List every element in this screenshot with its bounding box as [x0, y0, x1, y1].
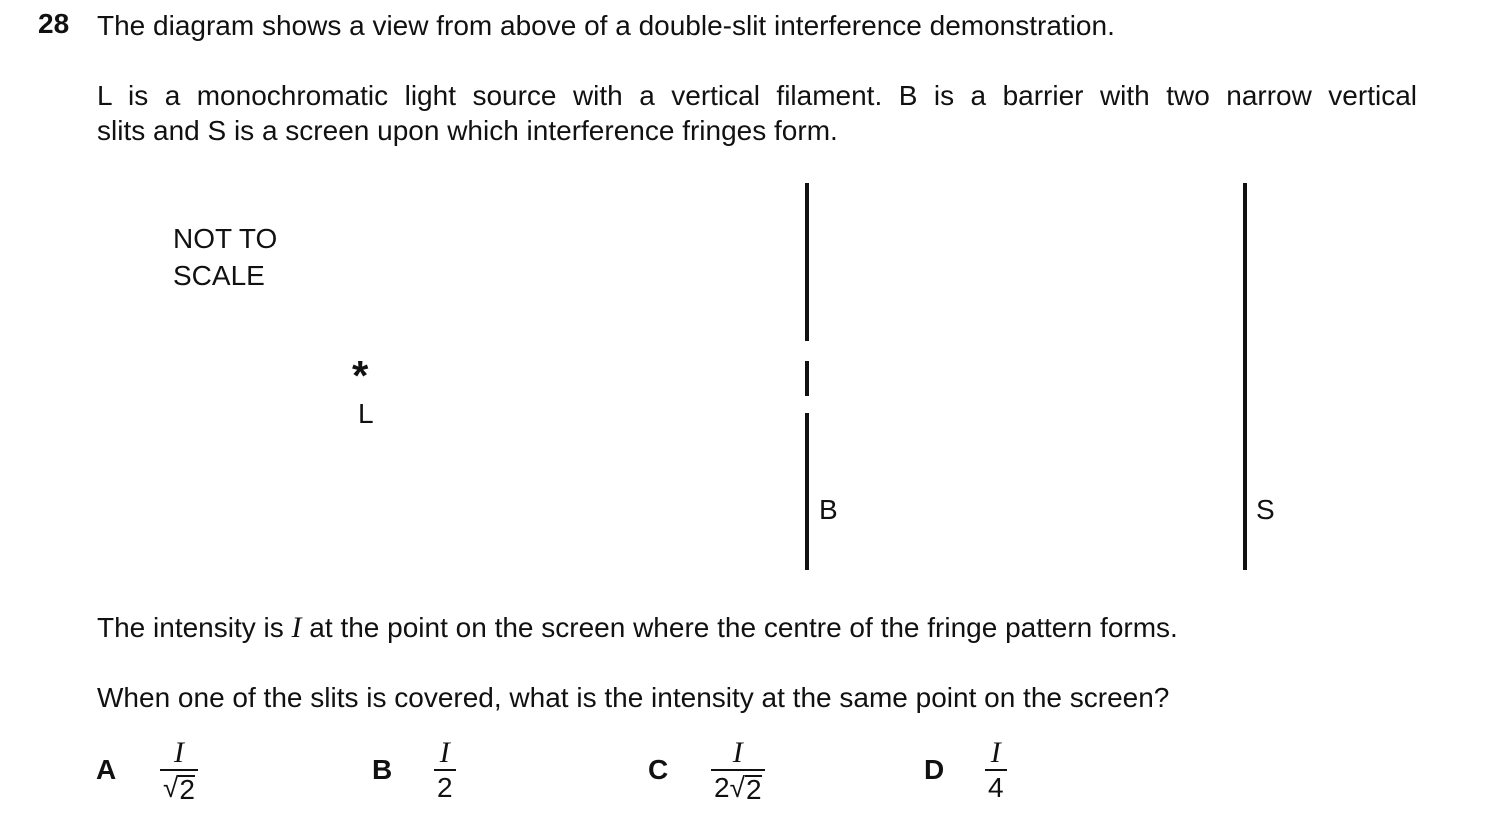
option-a-denominator — [160, 769, 198, 803]
option-c-radicand: 2 — [745, 774, 762, 805]
screen — [1243, 183, 1247, 570]
question-intro — [97, 78, 1417, 148]
option-a-sqrt — [163, 773, 195, 803]
option-b-letter[interactable]: B — [372, 754, 393, 785]
option-d-denominator: 4 — [985, 769, 1007, 803]
sqrt-icon: √ — [163, 772, 179, 803]
not-to-scale-note — [173, 220, 277, 294]
option-c-sqrt — [730, 773, 762, 803]
option-d-letter[interactable]: D — [924, 754, 945, 785]
barrier-label: B — [819, 494, 838, 525]
option-c-denominator — [711, 769, 765, 803]
option-d-fraction[interactable] — [985, 738, 1007, 803]
question-prompt: When one of the slits is covered, what is the intensity at the same point on the screen? — [97, 682, 1170, 713]
option-c-letter[interactable]: C — [648, 754, 669, 785]
option-a-letter[interactable]: A — [96, 754, 117, 785]
screen-label: S — [1256, 494, 1275, 525]
question-stem: The diagram shows a view from above of a double-slit interference demonstration. — [97, 10, 1115, 41]
barrier-segment-top — [805, 183, 809, 341]
not-to-scale-line-2: SCALE — [173, 260, 265, 291]
option-a-fraction[interactable] — [160, 738, 198, 803]
option-c-fraction[interactable] — [711, 738, 765, 803]
light-source-icon: * — [352, 352, 369, 399]
option-a-numerator: I — [173, 736, 184, 769]
source-label: L — [358, 398, 374, 429]
option-a-radicand: 2 — [179, 774, 195, 805]
option-c-coefficient: 2 — [714, 772, 730, 803]
barrier-segment-middle — [805, 361, 809, 396]
option-d-numerator: I — [990, 736, 1001, 769]
intensity-statement — [97, 610, 1178, 645]
intensity-text-after: at the point on the screen where the centre of the fringe pattern forms. — [301, 612, 1178, 643]
option-c-numerator: I — [732, 736, 743, 769]
option-b-fraction[interactable] — [434, 738, 456, 803]
option-b-numerator: I — [439, 736, 450, 769]
intro-line-2: slits and S is a screen upon which interference fringes form. — [97, 115, 838, 146]
not-to-scale-line-1: NOT TO — [173, 223, 278, 254]
intro-line-1: L is a monochromatic light source with a vertical filament. B is a barrier with two narrow vertical — [97, 80, 1417, 111]
intensity-text-before: The intensity is — [97, 612, 292, 643]
barrier-segment-bottom — [805, 413, 809, 570]
sqrt-icon: √ — [729, 772, 745, 803]
option-b-denominator: 2 — [434, 769, 456, 803]
intensity-symbol: I — [291, 611, 302, 644]
question-number: 28 — [38, 8, 70, 39]
